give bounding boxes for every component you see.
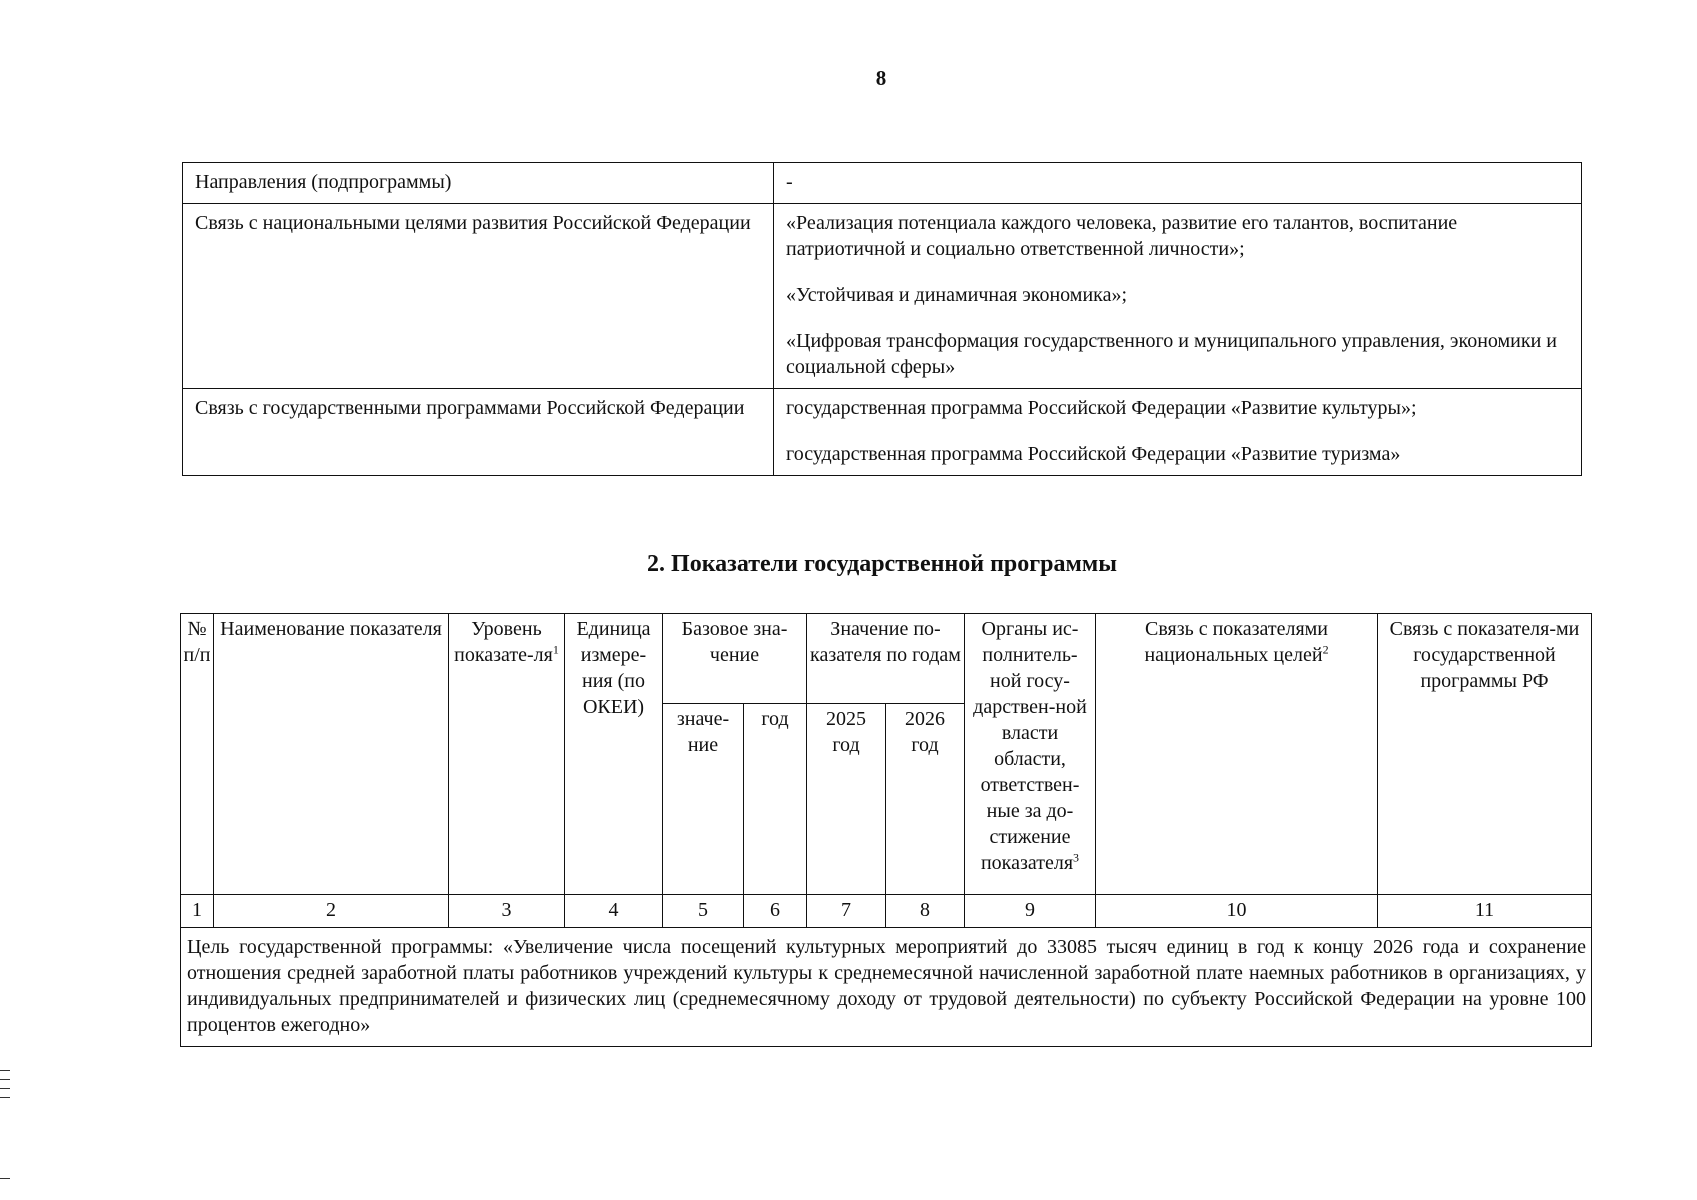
column-number: 1 [181, 895, 214, 928]
header-authorities: Органы ис-полнитель-ной госу-дарствен-ной власти области, ответствен-ные за до-стижение показателя$^3$ [965, 614, 1096, 895]
passport-label: Направления (подпрограммы) [183, 163, 774, 204]
header-values-by-year: Значение по-казателя по годам [807, 614, 965, 704]
program-goal-row [181, 928, 1592, 1047]
passport-label: Связь с государственными программами Российской Федерации [183, 389, 774, 476]
program-goal-text: Цель государственной программы: «Увеличение числа посещений культурных мероприятий до 33085 тысяч единиц в год к концу 2026 года и сохранение отношения средней заработной платы работников учреждений культуры к среднемесячной начисленной заработной плате наемных работников в организациях, у индивидуальных предпринимателей и физических лиц (среднемесячному доходу от трудовой деятельности) по субъекту Российской Федерации на уровне 100 процентов ежегодно» [181, 928, 1592, 1047]
indicators-table [180, 613, 1592, 1047]
column-number: 11 [1378, 895, 1592, 928]
header-unit: Единица измере-ния (по ОКЕИ) [565, 614, 663, 895]
column-number: 5 [663, 895, 744, 928]
passport-value: «Реализация потенциала каждого человека, развитие его талантов, воспитание патриотичной и социально ответственной личности»; «Устойчивая и динамичная экономика»; «Цифровая трансформация государственного и муниципального управления, экономики и социальной сферы» [774, 204, 1582, 389]
header-name: Наименование показателя [214, 614, 449, 895]
column-number: 7 [807, 895, 886, 928]
program-passport-table [182, 162, 1582, 476]
passport-row-directions [183, 163, 1582, 204]
section-title: 2. Показатели государственной программы [647, 551, 1117, 577]
column-number: 10 [1096, 895, 1378, 928]
margin-marks [0, 1070, 10, 1106]
passport-value: - [774, 163, 1582, 204]
header-base-year: год [744, 704, 807, 895]
column-number: 8 [886, 895, 965, 928]
header-level: Уровень показате-$ля^1$ [449, 614, 565, 895]
header-state-program: Связь с показателя-ми государственной программы РФ [1378, 614, 1592, 895]
header-year-2026: 2026 год [886, 704, 965, 895]
column-number: 9 [965, 895, 1096, 928]
column-number-row [181, 895, 1592, 928]
column-number: 6 [744, 895, 807, 928]
header-base: Базовое зна-чение [663, 614, 807, 704]
header-number: № п/п [181, 614, 214, 895]
passport-row-national-goals [183, 204, 1582, 389]
page-number: 8 [875, 66, 887, 90]
header-national-goals: Связь с показателями национальных целей$^2$ [1096, 614, 1378, 895]
passport-value: государственная программа Российской Федерации «Развитие культуры»; государственная программа Российской Федерации «Развитие туризма» [774, 389, 1582, 476]
passport-label: Связь с национальными целями развития Российской Федерации [183, 204, 774, 389]
passport-row-state-programs [183, 389, 1582, 476]
column-number: 3 [449, 895, 565, 928]
header-year-2025: 2025 год [807, 704, 886, 895]
column-number: 2 [214, 895, 449, 928]
margin-dash [0, 1178, 10, 1179]
header-base-value: значе-ние [663, 704, 744, 895]
header-row [181, 614, 1592, 704]
column-number: 4 [565, 895, 663, 928]
